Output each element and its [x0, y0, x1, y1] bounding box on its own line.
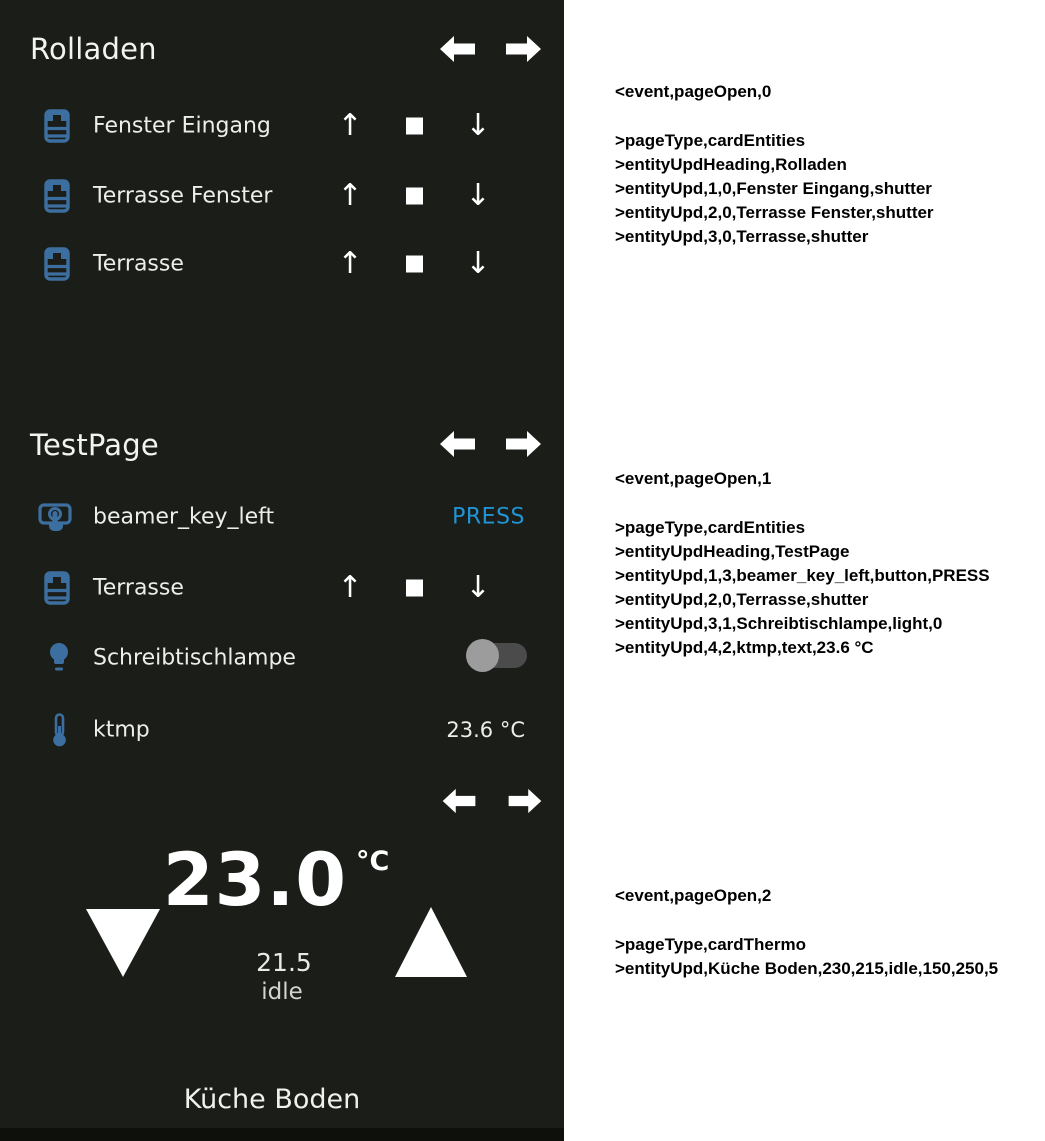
temperature-unit: °C — [356, 846, 390, 877]
response-line: >entityUpd,Küche Boden,230,215,idle,150,250,5 — [615, 959, 999, 978]
light-toggle-switch[interactable] — [470, 643, 527, 668]
response-line: >entityUpd,3,1,Schreibtischlampe,light,0 — [615, 614, 943, 633]
shutter-down-button[interactable]: ↓ — [465, 570, 491, 605]
thermometer-icon — [52, 713, 67, 751]
response-line: >pageType,cardEntities — [615, 518, 806, 537]
arrow-right-icon — [507, 787, 542, 815]
nav-next-button[interactable] — [505, 34, 541, 64]
nav-prev-button[interactable] — [442, 787, 477, 815]
event-line: <event,pageOpen,1 — [615, 469, 772, 488]
window-shutter-icon — [44, 247, 70, 285]
response-line: >pageType,cardThermo — [615, 935, 806, 954]
response-lines — [615, 933, 998, 981]
current-temperature: 23.0 — [162, 838, 347, 923]
response-line: >entityUpdHeading,Rolladen — [615, 155, 847, 174]
hvac-state: idle — [261, 979, 303, 1005]
entity-name: ktmp — [93, 717, 150, 743]
sensor-value: 23.6 °C — [446, 718, 525, 742]
arrow-right-icon — [505, 34, 541, 64]
entity-row-fenster-eingang — [0, 106, 564, 146]
thermostat-title: Küche Boden — [183, 1084, 361, 1115]
arrow-left-icon — [442, 787, 477, 815]
nav-next-button[interactable] — [507, 787, 542, 815]
press-button[interactable]: PRESS — [452, 504, 525, 530]
window-shutter-icon — [44, 109, 70, 147]
response-line: >entityUpd,2,0,Terrasse Fenster,shutter — [615, 203, 934, 222]
card-heading-rolladen: Rolladen — [30, 32, 157, 66]
target-temperature: 21.5 — [256, 948, 312, 977]
protocol-block-page0 — [615, 80, 934, 249]
response-line: >entityUpd,1,3,beamer_key_left,button,PRESS — [615, 566, 990, 585]
entity-name: Fenster Eingang — [93, 113, 271, 139]
entity-row-ktmp — [0, 710, 564, 750]
gesture-tap-button-icon — [38, 502, 72, 536]
entity-name: beamer_key_left — [93, 504, 275, 530]
response-lines — [615, 129, 934, 249]
entity-name: Terrasse Fenster — [93, 183, 273, 209]
nav-prev-button[interactable] — [440, 34, 476, 64]
toggle-knob — [466, 639, 499, 672]
shutter-down-button[interactable]: ↓ — [465, 178, 491, 213]
event-line: <event,pageOpen,0 — [615, 82, 772, 101]
response-line: >entityUpd,1,0,Fenster Eingang,shutter — [615, 179, 932, 198]
lightbulb-icon — [47, 642, 71, 677]
shutter-up-button[interactable]: ↑ — [337, 246, 363, 281]
shutter-stop-button[interactable] — [406, 188, 423, 205]
response-line: >entityUpdHeading,TestPage — [615, 542, 850, 561]
response-line: >pageType,cardEntities — [615, 131, 806, 150]
shutter-up-button[interactable]: ↑ — [337, 108, 363, 143]
entity-row-terrasse-2 — [0, 568, 564, 608]
entity-row-schreibtischlampe — [0, 638, 564, 678]
window-shutter-icon — [44, 571, 70, 609]
shutter-stop-button[interactable] — [406, 580, 423, 597]
shutter-up-button[interactable]: ↑ — [337, 178, 363, 213]
panel-bottom-edge — [0, 1128, 564, 1141]
entity-name: Schreibtischlampe — [93, 645, 296, 671]
response-line: >entityUpd,2,0,Terrasse,shutter — [615, 590, 869, 609]
temp-increase-button[interactable] — [395, 907, 467, 977]
shutter-down-button[interactable]: ↓ — [465, 108, 491, 143]
arrow-right-icon — [505, 429, 541, 459]
protocol-block-page2 — [615, 884, 998, 981]
card-heading-testpage: TestPage — [30, 428, 159, 462]
entity-name: Terrasse — [93, 251, 184, 277]
arrow-left-icon — [440, 429, 476, 459]
protocol-log — [615, 0, 1045, 1141]
response-line: >entityUpd,3,0,Terrasse,shutter — [615, 227, 869, 246]
shutter-stop-button[interactable] — [406, 118, 423, 135]
window-shutter-icon — [44, 179, 70, 217]
shutter-up-button[interactable]: ↑ — [337, 570, 363, 605]
entity-row-beamer-key-left — [0, 497, 564, 537]
entity-row-terrasse-fenster — [0, 176, 564, 216]
protocol-block-page1 — [615, 467, 990, 660]
entity-name: Terrasse — [93, 575, 184, 601]
response-lines — [615, 516, 990, 660]
nav-prev-button[interactable] — [440, 429, 476, 459]
shutter-stop-button[interactable] — [406, 256, 423, 273]
shutter-down-button[interactable]: ↓ — [465, 246, 491, 281]
arrow-left-icon — [440, 34, 476, 64]
temp-decrease-button[interactable] — [86, 909, 160, 977]
nav-next-button[interactable] — [505, 429, 541, 459]
entity-row-terrasse — [0, 244, 564, 284]
response-line: >entityUpd,4,2,ktmp,text,23.6 °C — [615, 638, 874, 657]
event-line: <event,pageOpen,2 — [615, 886, 772, 905]
